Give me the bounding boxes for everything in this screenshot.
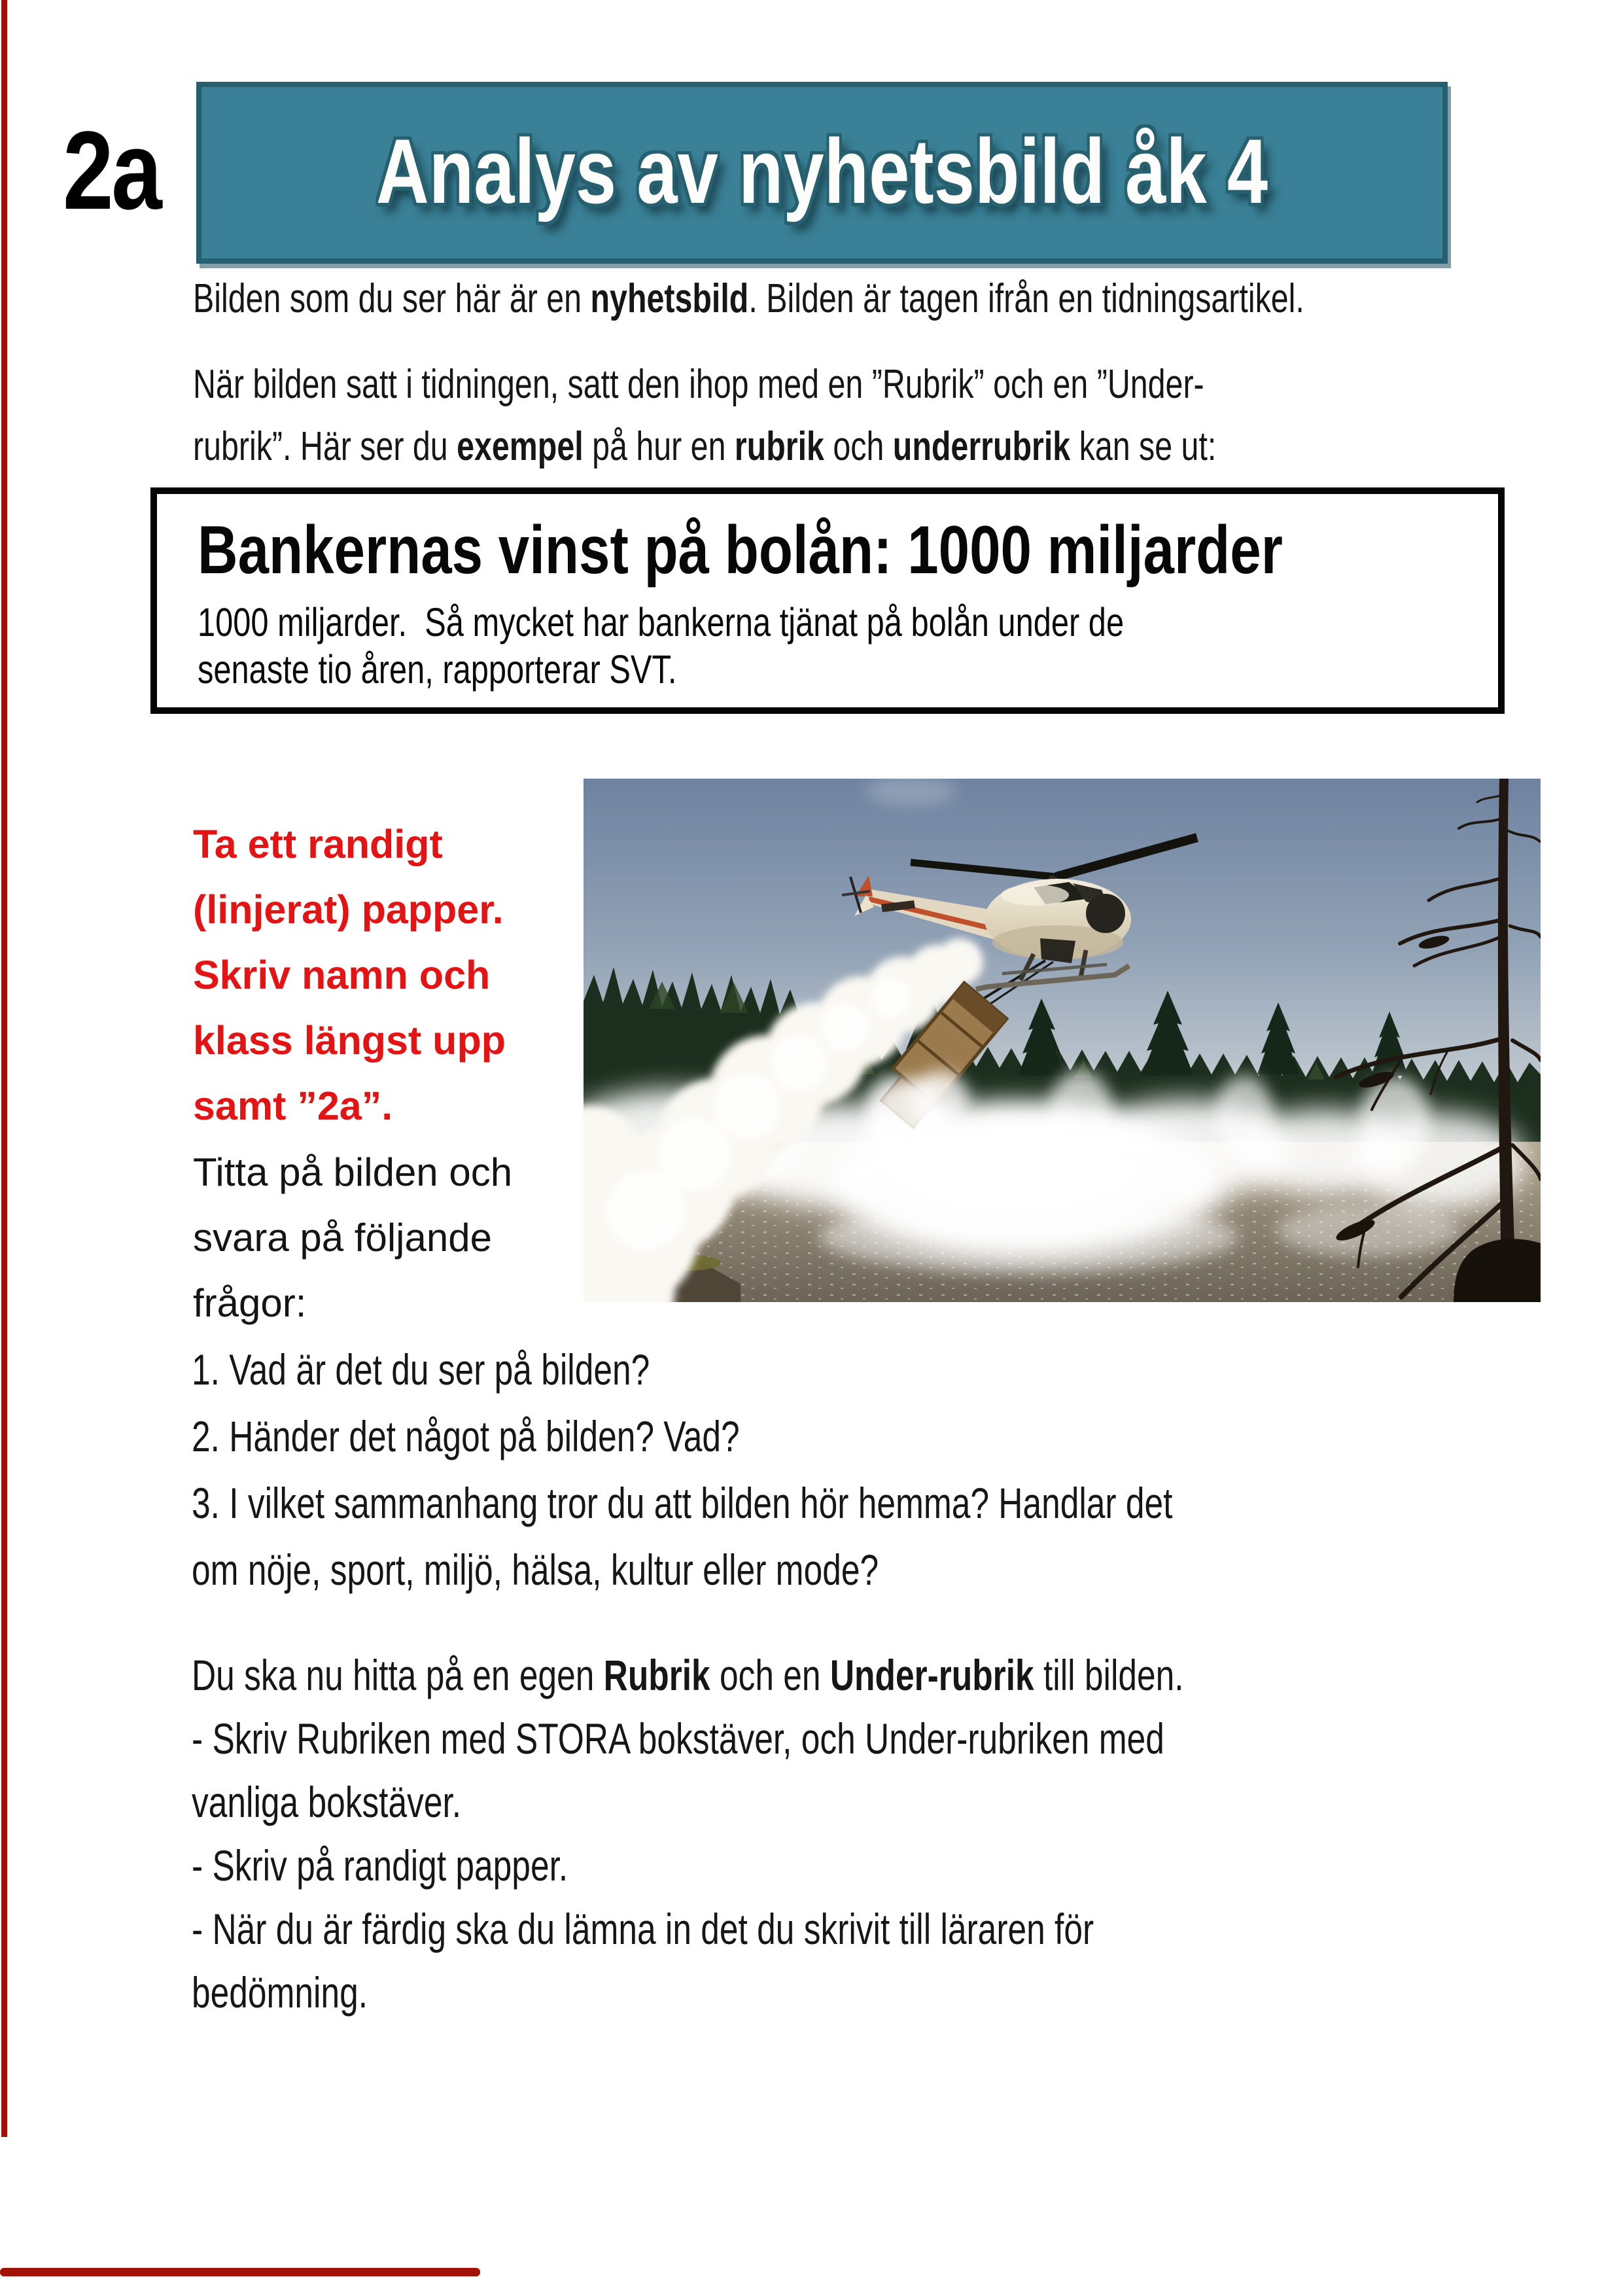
example-headline bbox=[198, 511, 1498, 590]
text-line: När bilden satt i tidningen, satt den ihop med en ”Rubrik” och en ”Under- bbox=[193, 362, 1204, 407]
text-line: senaste tio åren, rapporterar SVT. bbox=[198, 647, 677, 692]
text-line: frågor: bbox=[193, 1281, 307, 1325]
look-instruction bbox=[193, 1140, 512, 1336]
intro-paragraph-2 bbox=[193, 353, 1505, 478]
text-line: 2. Händer det något på bilden? Vad? bbox=[192, 1412, 740, 1460]
worksheet-code-label: 2a bbox=[63, 109, 160, 233]
text-line: vanliga bokstäver. bbox=[192, 1778, 462, 1826]
red-instruction-note bbox=[193, 811, 506, 1139]
text-line: Skriv namn och bbox=[193, 953, 491, 997]
text-line: 1000 miljarder. Så mycket har bankerna tjänat på bolån under de bbox=[198, 600, 1125, 645]
text-line: Ta ett randigt bbox=[193, 822, 443, 866]
text-line: 3. I vilket sammanhang tror du att bilden hör hemma? Handlar det bbox=[192, 1479, 1173, 1527]
red-margin-line-bottom bbox=[0, 2268, 480, 2276]
text-line: - Skriv på randigt papper. bbox=[192, 1841, 568, 1890]
text-line: bedömning. bbox=[192, 1968, 368, 2017]
task-instructions bbox=[192, 1644, 1463, 2024]
text-line: svara på följande bbox=[193, 1216, 492, 1260]
news-photo bbox=[584, 779, 1541, 1302]
text-line: - När du är färdig ska du lämna in det du skrivit till läraren för bbox=[192, 1905, 1094, 1953]
text-line: Titta på bilden och bbox=[193, 1150, 513, 1194]
text-line: samt ”2a”. bbox=[193, 1084, 393, 1128]
title-banner bbox=[196, 82, 1448, 264]
question-list bbox=[192, 1336, 1449, 1603]
text-line: 1. Vad är det du ser på bilden? bbox=[192, 1345, 650, 1394]
news-photo-illustration bbox=[584, 779, 1541, 1302]
example-subheadline bbox=[198, 599, 1498, 693]
text-line: - Skriv Rubriken med STORA bokstäver, och Under-rubriken med bbox=[192, 1714, 1164, 1763]
intro-paragraph-1 bbox=[193, 277, 1618, 321]
text-line: klass längst upp bbox=[193, 1018, 506, 1063]
red-margin-line-left bbox=[1, 0, 7, 2137]
text-line: rubrik”. Här ser du exempel på hur en rubrik och underrubrik kan se ut: bbox=[193, 424, 1217, 469]
text-line: om nöje, sport, miljö, hälsa, kultur eller mode? bbox=[192, 1545, 879, 1594]
text-line: (linjerat) papper. bbox=[193, 887, 504, 932]
text-line: Bilden som du ser här är en nyhetsbild. Bilden är tagen ifrån en tidningsartikel. bbox=[193, 276, 1304, 321]
text-line: Du ska nu hitta på en egen Rubrik och en Under-rubrik till bilden. bbox=[192, 1651, 1184, 1699]
page-title: Analys av nyhetsbild åk 4 bbox=[375, 120, 1268, 222]
text-line: Bankernas vinst på bolån: 1000 miljarder bbox=[198, 512, 1283, 588]
example-headline-box bbox=[150, 487, 1505, 714]
